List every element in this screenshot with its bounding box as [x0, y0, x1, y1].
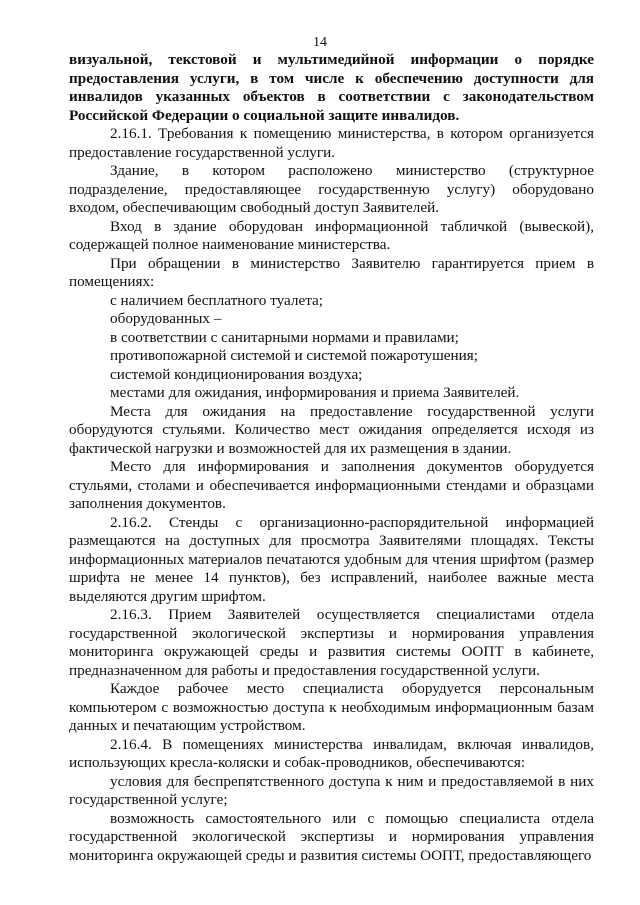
paragraph-entrance-sign: Вход в здание оборудован информационной табличкой (вывеской), содержащей полное наименование министерства.	[69, 217, 594, 253]
page-number: 14	[313, 35, 327, 50]
paragraph-waiting-places: Места для ожидания на предоставление государственной услуги оборудуются стульями. Количество мест ожидания определяется исходя из фактической нагрузки и возможностей для их размещения в здании.	[69, 402, 594, 457]
paragraph-accessibility-heading: визуальной, текстовой и мультимедийной информации о порядке предоставления услуги, в том числе к обеспечению доступности для инвалидов указанных объектов в соответствии с законодательством Российской Федерации о социальной защите инвалидов.	[69, 51, 594, 124]
paragraph-unhindered-access: условия для беспрепятственного доступа к ним и предоставляемой в них государственной услуге;	[69, 772, 594, 808]
paragraph-2-16-1: 2.16.1. Требования к помещению министерства, в котором организуется предоставление государственной услуги.	[69, 125, 594, 161]
list-item: системой кондиционирования воздуха;	[110, 365, 363, 383]
paragraph-2-16-2: 2.16.2. Стенды с организационно-распорядительной информацией размещаются на доступных для просмотра Заявителями площадях. Тексты информационных материалов печатаются удобным для чтения шрифтом (размер шрифта не менее 14 пунктов), без исправлений, наиболее важные места выделяются другим шрифтом.	[69, 513, 594, 605]
list-item: в соответствии с санитарными нормами и правилами;	[110, 328, 459, 346]
paragraph-independent-movement: возможность самостоятельного или с помощью специалиста отдела государственной экологической экспертизы и нормирования управления мониторинга окружающей среды и развития системы ООПТ, предоставляющего	[69, 809, 594, 864]
paragraph-building-entrance: Здание, в котором расположено министерство (структурное подразделение, предоставляющее государственную услугу) оборудовано входом, обеспечивающим свободный доступ Заявителей.	[69, 162, 594, 216]
paragraph-2-16-3: 2.16.3. Прием Заявителей осуществляется специалистами отдела государственной экологической экспертизы и нормирования управления мониторинга окружающей среды и развития системы ООПТ в кабинете, предназначенном для работы и предоставления государственной услуги.	[69, 606, 594, 679]
paragraph-reception-premises: При обращении в министерство Заявителю гарантируется прием в помещениях:	[69, 254, 594, 290]
paragraph-workplace: Каждое рабочее место специалиста оборудуется персональным компьютером с возможностью доступа к необходимым информационным базам данных и печатающим устройством.	[69, 680, 594, 734]
list-item: местами для ожидания, информирования и приема Заявителей.	[110, 384, 520, 401]
body-text	[69, 51, 594, 865]
paragraph-2-16-4: 2.16.4. В помещениях министерства инвалидам, включая инвалидов, использующих кресла-коляски и собак-проводников, обеспечиваются:	[69, 735, 594, 771]
list-item: с наличием бесплатного туалета;	[110, 291, 324, 309]
list-item: оборудованных –	[110, 310, 222, 327]
paragraph-information-place: Место для информирования и заполнения документов оборудуется стульями, столами и обеспечивается информационными стендами и образцами заполнения документов.	[69, 458, 594, 512]
list-item: противопожарной системой и системой пожаротушения;	[110, 347, 479, 364]
